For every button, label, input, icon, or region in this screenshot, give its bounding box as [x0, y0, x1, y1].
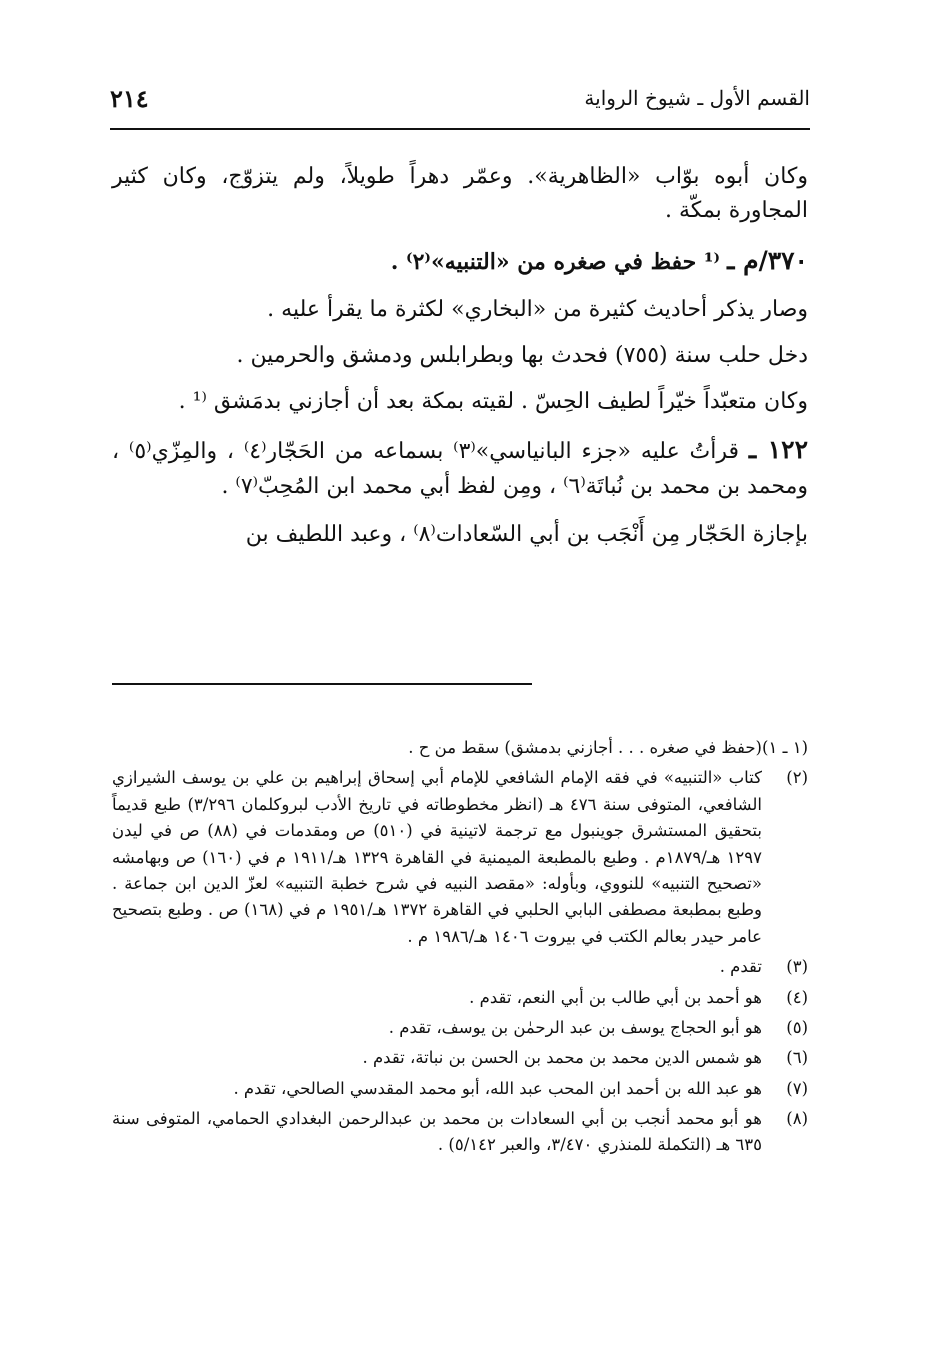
entry-number-122: ١٢٢ ـ	[748, 435, 809, 465]
paragraph-5: وكان متعبّداً خيّراً لطيف الحِسّ . لقيته بمكة بعد أن أجازني بدمَشق ⁽¹ .	[178, 389, 808, 415]
footnote	[112, 954, 808, 980]
footnote-marker: (٧)	[786, 1078, 808, 1098]
footnote-text: هو شمس الدين محمد بن محمد بن الحسن بن نباتة، تقدم .	[362, 1048, 762, 1068]
paragraph-1: وكان أبوه بوّاب «الظاهرية». وعمّر دهراً طويلاً، ولم يتزوّج، وكان كثير المجاورة بمكّة .	[112, 164, 808, 224]
footnote	[112, 985, 808, 1011]
footnote-marker: (٢)	[786, 768, 808, 788]
footnote	[112, 1076, 808, 1102]
paragraph-2-text: ⁽¹ حفظ في صغره من «التنبيه»⁽٢⁾ .	[390, 249, 721, 276]
paragraph-6	[112, 431, 808, 504]
paragraph-2	[112, 242, 808, 281]
footnote-marker: (١ ـ ١)	[762, 738, 808, 757]
footnote	[112, 735, 808, 761]
footnote-text: تقدم .	[719, 957, 762, 977]
footnote-text: هو عبد الله بن أحمد ابن المحب عبد الله، أبو محمد المقدسي الصالحي، تقدم .	[233, 1078, 762, 1098]
footnote	[112, 1015, 808, 1041]
header-divider	[110, 128, 810, 130]
footnote-divider	[112, 683, 532, 685]
main-text	[112, 160, 808, 566]
entry-number-370: ٣٧٠/م ـ	[727, 246, 808, 276]
footnote-marker: (٣)	[786, 957, 808, 977]
page-number: ٢١٤	[110, 84, 149, 113]
paragraph-6-text: قرأتُ عليه «جزء البانياسي»⁽٣⁾ بسماعه من الحَجّار⁽٤⁾ ، والمِزّي⁽٥⁾ ، ومحمد بن محمد بن نُباتَة⁽٦⁾ ، ومِن لفظ أبي محمد ابن المُحِبّ⁽٧⁾ .	[112, 439, 808, 499]
paragraph-7: بإجازة الحَجّار مِن أَنْجَب بن أبي السّعادات⁽٨⁾ ، وعبد اللطيف بن	[245, 522, 808, 548]
footnote-text: هو أحمد بن أبي طالب بن أبي النعم، تقدم .	[469, 987, 762, 1007]
page-header	[110, 86, 810, 126]
footnote-text: هو أبو محمد أنجب بن أبي السعادات بن محمد بن عبدالرحمن البغدادي الحمامي، المتوفى سنة ٦٣٥ هـ (التكملة للمنذري ٣/٤٧٠، والعبر ٥/١٤٢) .	[112, 1109, 762, 1155]
paragraph-4: دخل حلب سنة (٧٥٥) فحدث بها وبطرابلس ودمشق والحرمين .	[236, 343, 808, 369]
footnote	[112, 1045, 808, 1071]
paragraph-3: وصار يذكر أحاديث كثيرة من «البخاري» لكثرة ما يقرأ عليه .	[267, 296, 808, 322]
footnote-marker: (٥)	[786, 1017, 808, 1037]
footnote-marker: (٦)	[786, 1048, 808, 1068]
footnote-text: (حفظ في صغره . . . أجازني بدمشق) سقط من ح .	[408, 738, 762, 757]
footnote-marker: (٨)	[786, 1109, 808, 1129]
footnote	[112, 1106, 808, 1159]
footnote-marker: (٤)	[786, 987, 808, 1007]
footnote	[112, 765, 808, 950]
footnote-text: هو أبو الحجاج يوسف بن عبد الرحمٰن بن يوسف، تقدم .	[388, 1017, 762, 1037]
footnotes	[112, 735, 808, 1163]
footnote-text: كتاب «التنبيه» في فقه الإمام الشافعي للإمام أبي إسحاق إبراهيم بن علي بن يوسف الشيرازي الشافعي، المتوفى سنة ٤٧٦ هـ (انظر مخطوطاته في تاريخ الأدب لبروكلمان ٣/٢٩٦) طبع قديماً بتحقيق المستشرق جوينبول مع ترجمة لاتينية في (٥١٠) ص ومقدمات في (٨٨) ص في ليدن ١٢٩٧ هـ/١٨٧٩م . وطبع بالمطبعة الميمنية في القاهرة ١٣٢٩ هـ/١٩١١ م في (١٦٠) ص وبهامشه «تصحيح التنبيه» للنووي، وبأوله: «مقصد النبيه في شرح خطبة التنبيه» لعزّ الدين ابن جماعة . وطبع بمطبعة مصطفى البابي الحلبي في القاهرة ١٣٧٢ هـ/١٩٥١ م في (١٦٨) ص . وطبع بتصحيح عامر حيدر بعالم الكتب في بيروت ١٤٠٦ هـ/١٩٨٦ م .	[112, 768, 763, 946]
running-title: القسم الأول ـ شيوخ الرواية	[584, 86, 810, 110]
